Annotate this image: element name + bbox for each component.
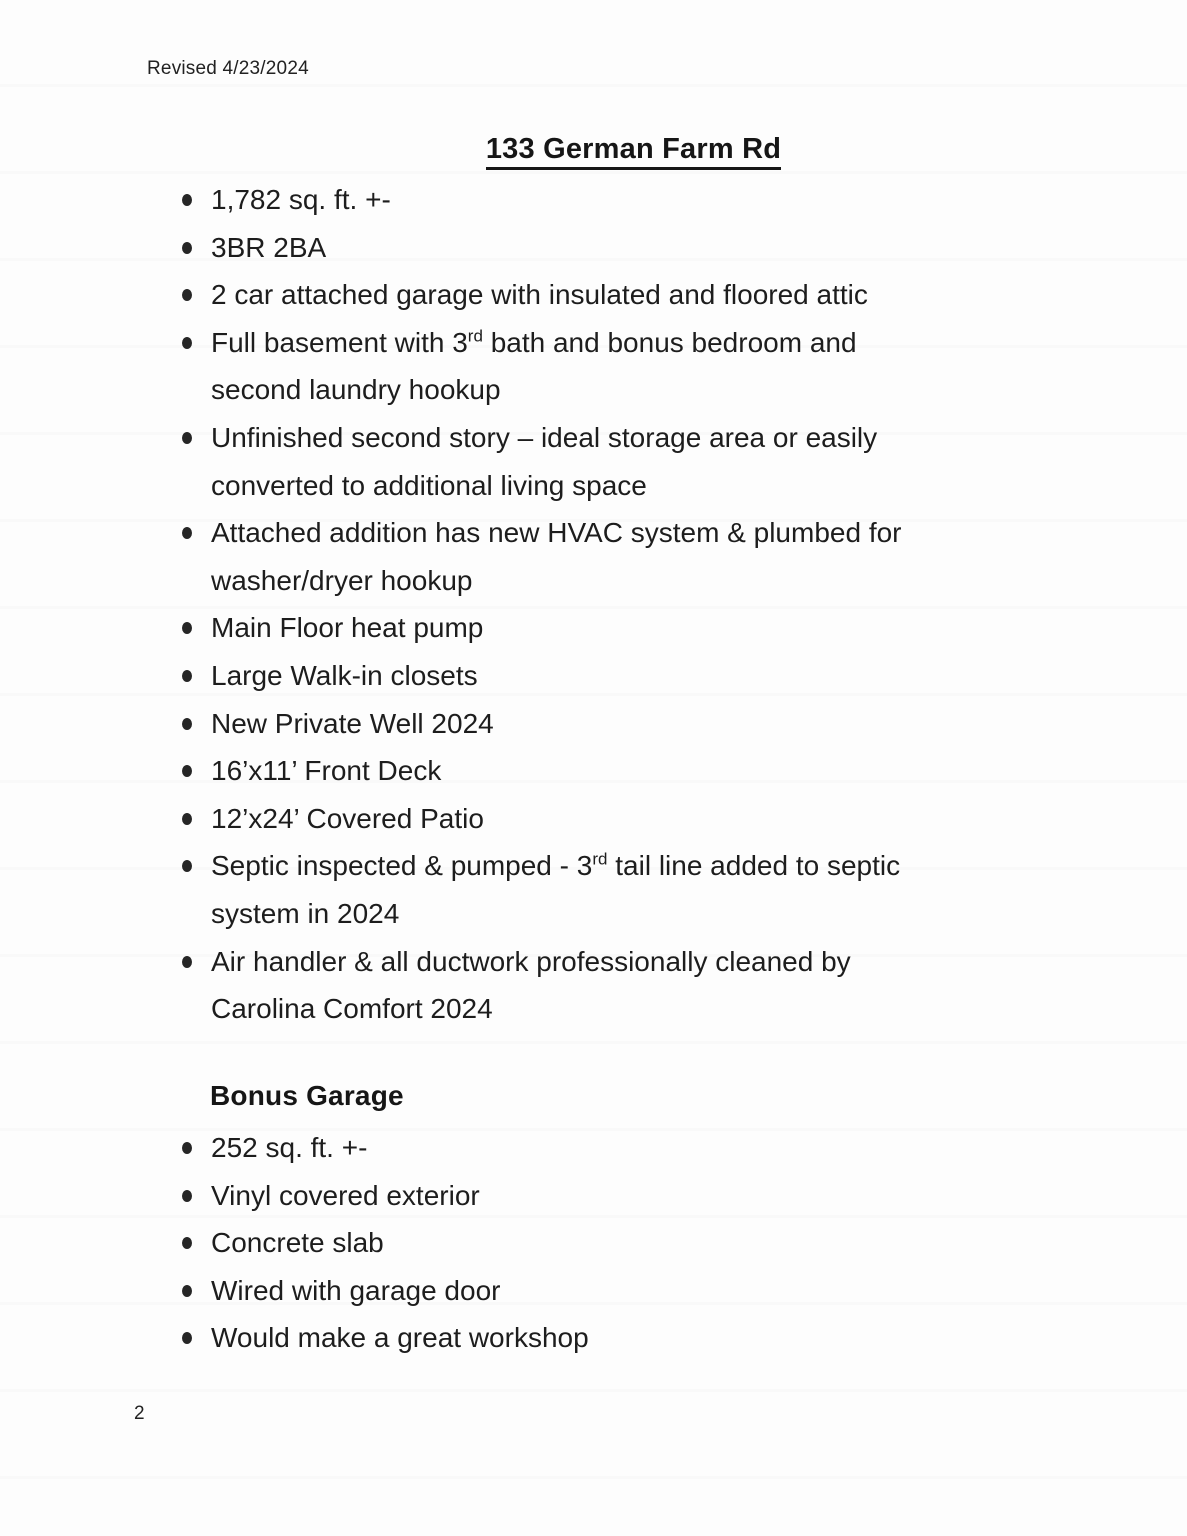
bullet-icon bbox=[182, 670, 192, 682]
list-item bbox=[182, 795, 1082, 843]
superscript-text: rd bbox=[592, 849, 608, 869]
list-item-text: New Private Well 2024 bbox=[211, 707, 494, 739]
list-item bbox=[182, 700, 1082, 748]
bullet-icon bbox=[182, 1332, 192, 1344]
list-item bbox=[182, 652, 1082, 700]
bullet-icon bbox=[182, 1190, 192, 1202]
bonus-garage-feature-list bbox=[182, 1124, 1082, 1362]
list-item-text: 252 sq. ft. +- bbox=[211, 1132, 368, 1163]
list-item-text: Unfinished second story – ideal storage area or easily converted to additional living space bbox=[211, 421, 878, 501]
page-number: 2 bbox=[134, 1403, 145, 1424]
bullet-icon bbox=[182, 289, 192, 301]
list-item bbox=[182, 747, 1082, 795]
list-item-text: Vinyl covered exterior bbox=[211, 1179, 480, 1211]
list-item bbox=[182, 604, 1082, 652]
list-item-text: Attached addition has new HVAC system & plumbed for washer/dryer hookup bbox=[211, 517, 902, 596]
bonus-garage-heading: Bonus Garage bbox=[210, 1080, 404, 1111]
list-item bbox=[182, 1314, 1082, 1362]
list-item-text: Concrete slab bbox=[211, 1227, 384, 1259]
list-item bbox=[182, 1124, 1082, 1172]
list-item bbox=[182, 842, 1082, 937]
list-item bbox=[182, 1267, 1082, 1315]
bullet-icon bbox=[182, 956, 192, 968]
list-item-text: Full basement with 3rd bath and bonus bedroom and second laundry hookup bbox=[211, 326, 857, 406]
bullet-icon bbox=[182, 622, 192, 634]
list-item bbox=[182, 1172, 1082, 1220]
property-feature-list bbox=[182, 176, 1082, 1033]
page-title: 133 German Farm Rd bbox=[486, 133, 781, 170]
list-item bbox=[182, 271, 1082, 319]
bullet-icon bbox=[182, 194, 192, 206]
bullet-icon bbox=[182, 1285, 192, 1297]
bullet-icon bbox=[182, 337, 192, 349]
list-item-text: Large Walk-in closets bbox=[211, 659, 478, 691]
bullet-icon bbox=[182, 527, 192, 539]
list-item-text: 16’x11’ Front Deck bbox=[211, 755, 442, 787]
list-item bbox=[182, 319, 1082, 414]
list-item bbox=[182, 938, 1082, 1033]
bullet-icon bbox=[182, 765, 192, 777]
list-item-text: Septic inspected & pumped - 3rd tail line added to septic system in 2024 bbox=[211, 849, 901, 929]
list-item bbox=[182, 509, 1082, 604]
list-item-text: Air handler & all ductwork professionally cleaned by Carolina Comfort 2024 bbox=[211, 945, 851, 1025]
superscript-text: rd bbox=[467, 326, 483, 346]
list-item bbox=[182, 176, 1082, 224]
list-item-text: 1,782 sq. ft. +- bbox=[211, 184, 391, 215]
bullet-icon bbox=[182, 1237, 192, 1249]
bullet-icon bbox=[182, 860, 192, 872]
revised-date: Revised 4/23/2024 bbox=[147, 58, 309, 79]
list-item-text: Would make a great workshop bbox=[211, 1322, 589, 1354]
list-item bbox=[182, 1219, 1082, 1267]
list-item-text: 12’x24’ Covered Patio bbox=[211, 802, 484, 834]
bullet-icon bbox=[182, 432, 192, 444]
bullet-icon bbox=[182, 718, 192, 730]
bullet-icon bbox=[182, 242, 192, 254]
list-item bbox=[182, 224, 1082, 272]
list-item-text: Main Floor heat pump bbox=[211, 612, 484, 644]
list-item-text: 2 car attached garage with insulated and floored attic bbox=[211, 279, 868, 311]
title-band bbox=[210, 133, 1057, 170]
bullet-icon bbox=[182, 1142, 192, 1154]
list-item-text: 3BR 2BA bbox=[211, 231, 327, 263]
bullet-icon bbox=[182, 813, 192, 825]
list-item bbox=[182, 414, 1082, 509]
list-item-text: Wired with garage door bbox=[211, 1274, 501, 1306]
